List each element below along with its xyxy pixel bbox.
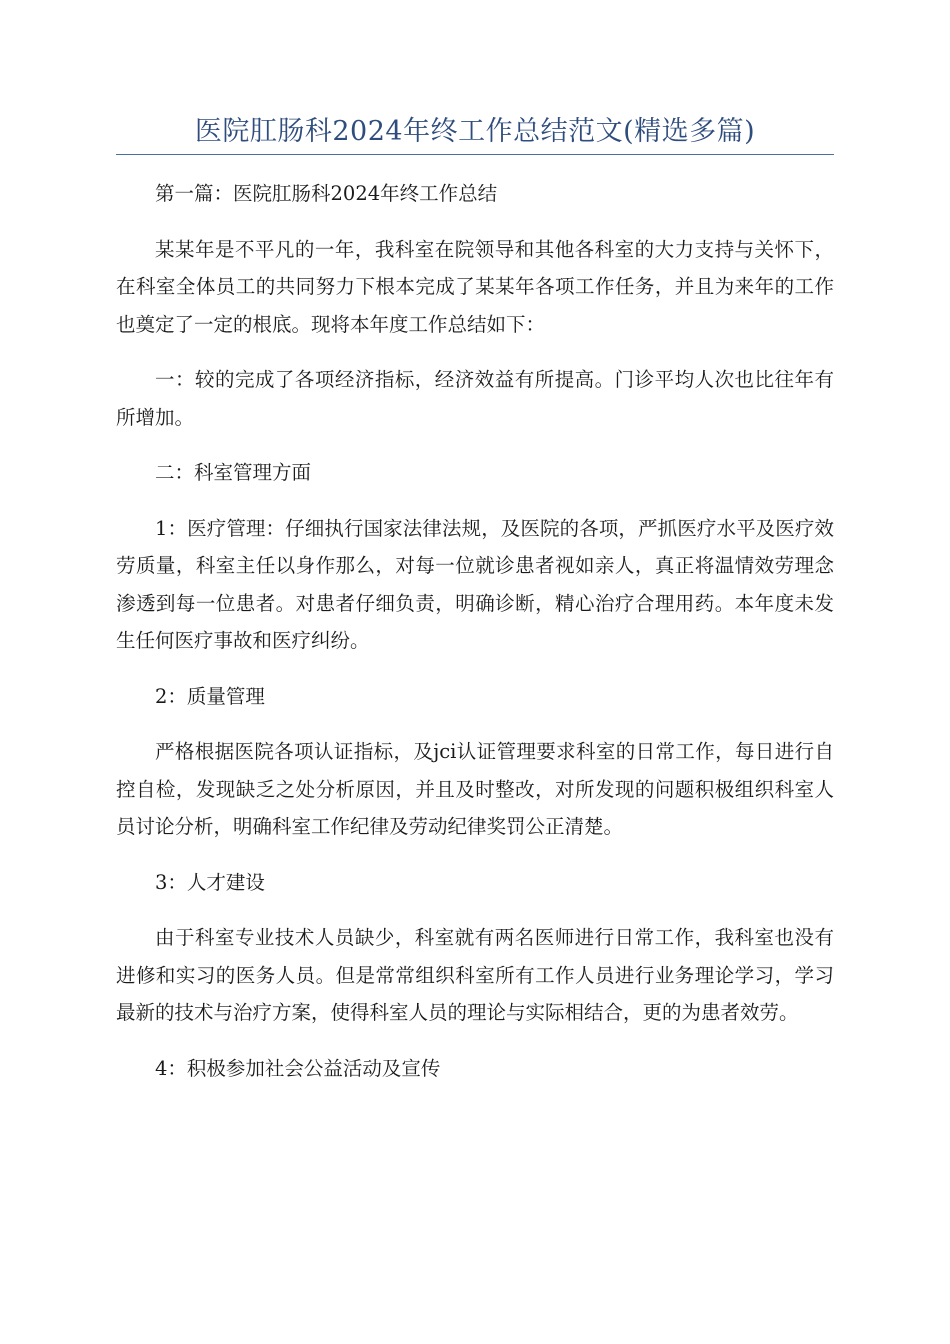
section-heading-quality: 2：质量管理 (155, 684, 265, 708)
section-heading-public-welfare: 4：积极参加社会公益活动及宣传 (155, 1056, 441, 1080)
paragraph-economic-indicators: 一：较的完成了各项经济指标，经济效益有所提高。门诊平均人次也比往年有所增加。 (116, 368, 834, 429)
section-heading-first-article: 第一篇：医院肛肠科2024年终工作总结 (155, 182, 498, 205)
paragraph-intro: 某某年是不平凡的一年，我科室在院领导和其他各科室的大力支持与关怀下，在科室全体员工的共同努力下根本完成了某某年各项工作任务，并且为来年的工作也奠定了一定的根底。现将本年度工作总结如下： (116, 237, 834, 336)
paragraph-medical-management: 1：医疗管理：仔细执行国家法律法规，及医院的各项，严抓医疗水平及医疗效劳质量，科室主任以身作那么，对每一位就诊患者视如亲人，真正将温情效劳理念渗透到每一位患者。对患者仔细负责，明确诊断，精心治疗合理用药。本年度未发生任何医疗事故和医疗纠纷。 (116, 516, 834, 652)
paragraph-quality-management: 严格根据医院各项认证指标，及jci认证管理要求科室的日常工作，每日进行自控自检，发现缺乏之处分析原因，并且及时整改，对所发现的问题积极组织科室人员讨论分析，明确科室工作纪律及劳动纪律奖罚公正清楚。 (116, 740, 834, 838)
title-underline (116, 154, 834, 155)
document-body (116, 175, 834, 1105)
section-heading-management: 二：科室管理方面 (155, 461, 312, 484)
paragraph-talent-building: 由于科室专业技术人员缺少，科室就有两名医师进行日常工作，我科室也没有进修和实习的医务人员。但是常常组织科室所有工作人员进行业务理论学习，学习最新的技术与治疗方案，使得科室人员的理论与实际相结合，更的为患者效劳。 (116, 926, 834, 1024)
section-heading-talent: 3：人才建设 (155, 870, 265, 894)
document-title: 医院肛肠科2024年终工作总结范文(精选多篇) (194, 116, 756, 147)
